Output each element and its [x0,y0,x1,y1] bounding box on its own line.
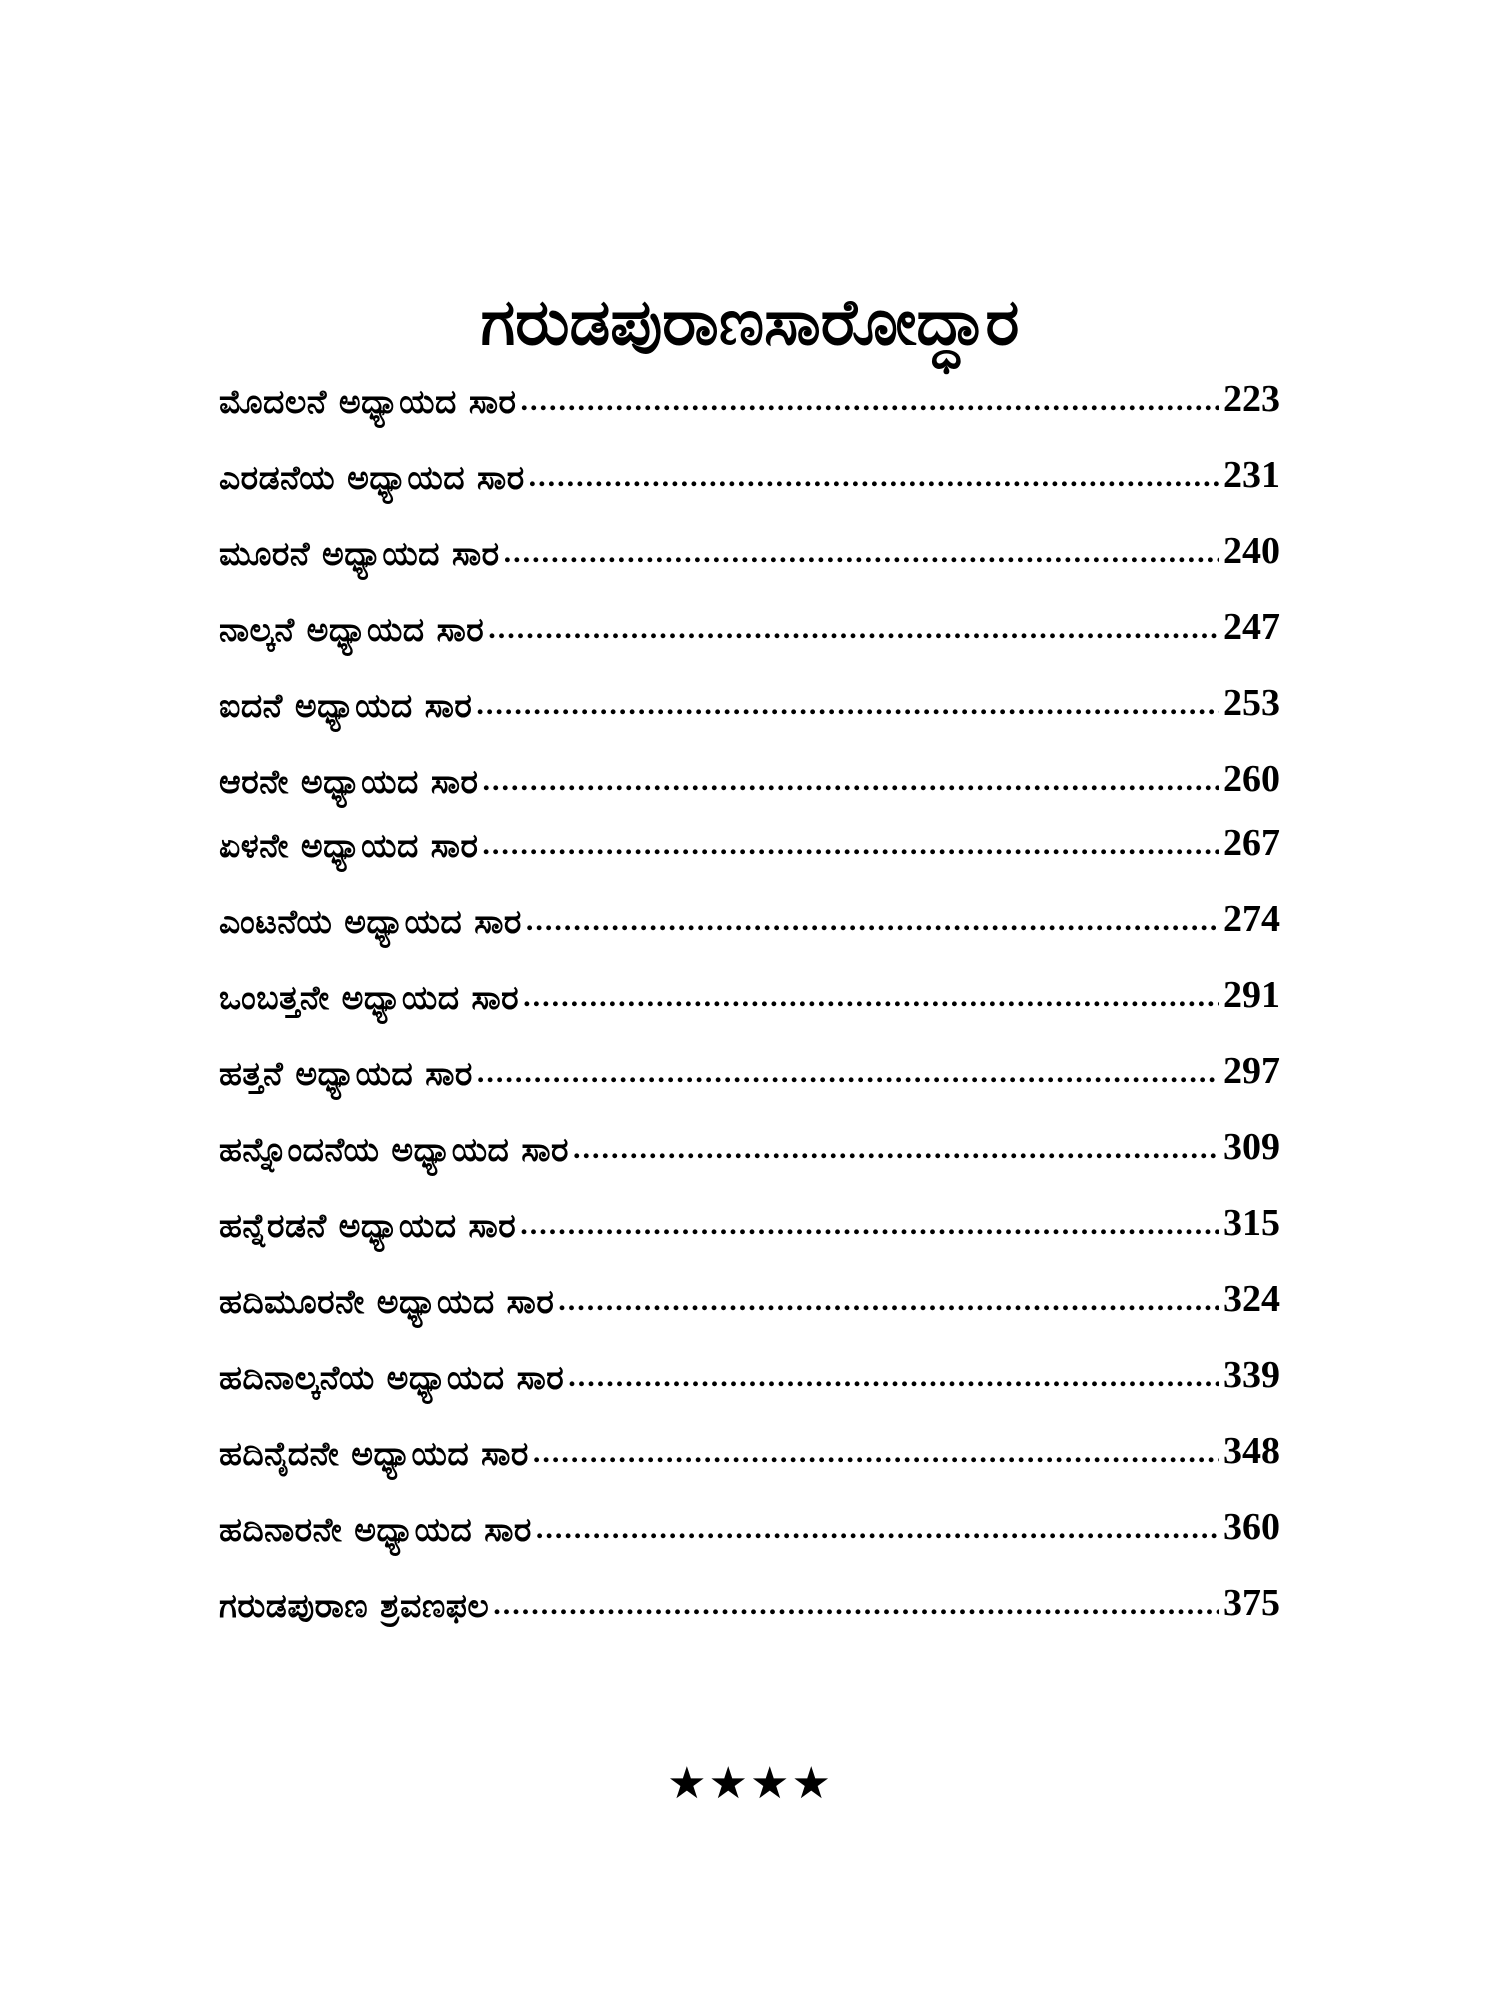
toc-entry[interactable] [219,1196,1280,1246]
toc-entry-page: 360 [1223,1506,1280,1548]
toc-entry[interactable] [219,1424,1280,1474]
toc-entry[interactable] [219,448,1280,498]
dot-leader [523,982,1219,1012]
dot-leader [520,386,1219,416]
dot-leader [504,538,1219,568]
toc-entry-label: ಹದಿನಾರನೇ ಅಧ್ಯಾಯದ ಸಾರ [219,1510,532,1549]
toc-entry-label: ಗರುಡಪುರಾಣ ಶ್ರವಣಫಲ [219,1586,490,1625]
toc-entry[interactable] [219,1348,1280,1398]
toc-entry-page: 260 [1223,758,1280,800]
toc-entry[interactable] [219,816,1280,866]
page-title: ಗರುಡಪುರಾಣಸಾರೋದ್ಧಾರ [480,285,1020,360]
dot-leader [529,462,1219,492]
toc-entry[interactable] [219,1272,1280,1322]
toc-entry-page: 240 [1223,530,1280,572]
dot-leader [493,1590,1219,1620]
toc-entry-page: 309 [1223,1126,1280,1168]
toc-entry[interactable] [219,1120,1280,1170]
toc-entry-label: ಹನ್ನೆರಡನೆ ಅಧ್ಯಾಯದ ಸಾರ [219,1206,517,1245]
dot-leader [476,690,1219,720]
toc-entry[interactable] [219,1044,1280,1094]
dot-leader [520,1210,1219,1240]
toc-entry-page: 223 [1223,378,1280,420]
toc-entry[interactable] [219,676,1280,726]
dot-leader [482,830,1219,860]
toc-entry-label: ಹದಿನಾಲ್ಕನೆಯ ಅಧ್ಯಾಯದ ಸಾರ [219,1358,565,1397]
toc-entry-label: ಹದಿಮೂರನೇ ಅಧ್ಯಾಯದ ಸಾರ [219,1282,555,1321]
toc-entry-label: ಒಂಬತ್ತನೇ ಅಧ್ಯಾಯದ ಸಾರ [219,978,520,1017]
toc-entry-page: 339 [1223,1354,1280,1396]
toc-entry-label: ಎರಡನೆಯ ಅಧ್ಯಾಯದ ಸಾರ [219,458,525,497]
toc-entry-label: ನಾಲ್ಕನೆ ಅಧ್ಯಾಯದ ಸಾರ [219,610,485,649]
toc-entry[interactable] [219,600,1280,650]
toc-entry-page: 247 [1223,606,1280,648]
toc-entry-page: 315 [1223,1202,1280,1244]
toc-entry-page: 348 [1223,1430,1280,1472]
toc-entry-label: ಮೂರನೆ ಅಧ್ಯಾಯದ ಸಾರ [219,534,500,573]
toc-entry[interactable] [219,1576,1280,1626]
toc-entry-page: 291 [1223,974,1280,1016]
toc-entry-page: 375 [1223,1582,1280,1624]
toc-entry-page: 231 [1223,454,1280,496]
dot-leader [482,766,1219,796]
toc-entry-label: ಹತ್ತನೆ ಅಧ್ಯಾಯದ ಸಾರ [219,1054,473,1093]
toc-entry[interactable] [219,752,1280,802]
toc-entry[interactable] [219,968,1280,1018]
toc-entry-page: 324 [1223,1278,1280,1320]
toc-entry[interactable] [219,1500,1280,1550]
toc-entry[interactable] [219,524,1280,574]
dot-leader [526,906,1219,936]
toc-entry-label: ಹದಿನೈದನೇ ಅಧ್ಯಾಯದ ಸಾರ [219,1434,529,1473]
toc-entry-label: ಹನ್ನೊಂದನೆಯ ಅಧ್ಯಾಯದ ಸಾರ [219,1130,569,1169]
dot-leader [488,614,1219,644]
dot-leader [536,1514,1219,1544]
star-ornament: ★★★★ [667,1758,833,1809]
toc-entry-label: ಏಳನೇ ಅಧ್ಯಾಯದ ಸಾರ [219,826,479,865]
toc-entry-label: ಆರನೇ ಅಧ್ಯಾಯದ ಸಾರ [219,762,479,801]
dot-leader [568,1362,1219,1392]
dot-leader [558,1286,1219,1316]
toc-entry-page: 297 [1223,1050,1280,1092]
toc-entry[interactable] [219,372,1280,422]
dot-leader [573,1134,1219,1164]
toc-entry-page: 274 [1223,898,1280,940]
toc-entry-label: ಮೊದಲನೆ ಅಧ್ಯಾಯದ ಸಾರ [219,382,517,421]
toc-entry-label: ಐದನೆ ಅಧ್ಯಾಯದ ಸಾರ [219,686,473,725]
toc-entry-label: ಎಂಟನೆಯ ಅಧ್ಯಾಯದ ಸಾರ [219,902,522,941]
toc-entry[interactable] [219,892,1280,942]
dot-leader [477,1058,1219,1088]
toc-entry-page: 253 [1223,682,1280,724]
dot-leader [533,1438,1219,1468]
toc-entry-page: 267 [1223,822,1280,864]
